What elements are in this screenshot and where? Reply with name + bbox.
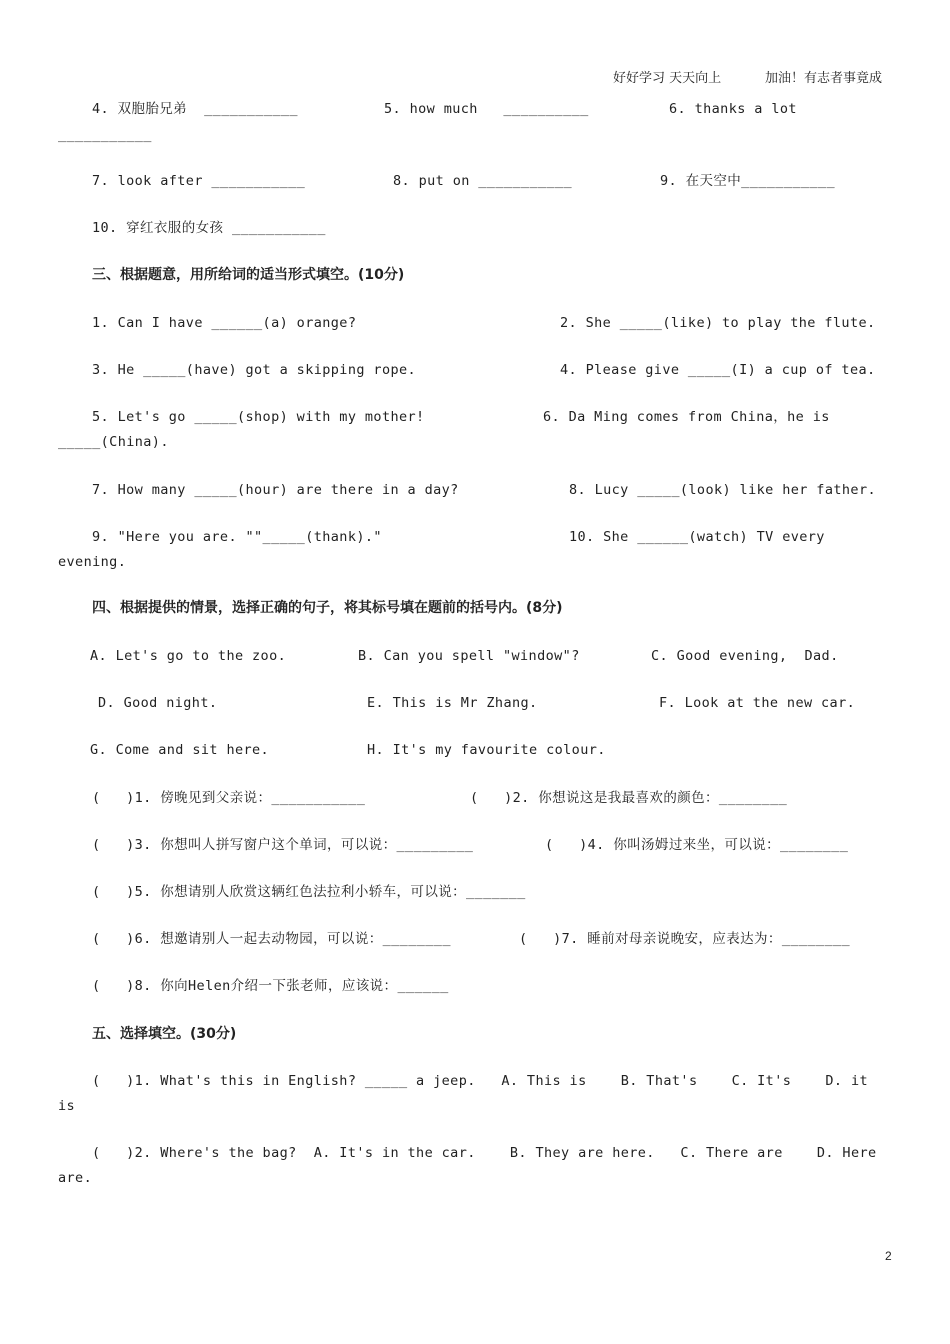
- s4-option-g: G. Come and sit here.: [90, 742, 270, 758]
- s4-option-f: F. Look at the new car.: [659, 695, 856, 711]
- s4-option-c: C. Good evening, Dad.: [651, 648, 839, 664]
- s4-q8: ( )8. 你向Helen介绍一下张老师，应该说：______: [92, 978, 449, 994]
- phrase-4: 4. 双胞胎兄弟 ___________: [92, 101, 298, 117]
- s3-q3: 3. He _____(have) got a skipping rope.: [92, 362, 417, 378]
- phrase-10: 10. 穿红衣服的女孩 ___________: [92, 220, 326, 236]
- phrase-6: 6. thanks a lot: [669, 101, 797, 117]
- s3-q4: 4. Please give _____(I) a cup of tea.: [560, 362, 876, 378]
- s3-q9: 9. "Here you are. ""_____(thank).": [92, 529, 382, 545]
- s4-q1: ( )1. 傍晚见到父亲说：___________: [92, 790, 366, 806]
- s3-q2: 2. She _____(like) to play the flute.: [560, 315, 876, 331]
- s3-q10: 10. She ______(watch) TV every: [569, 529, 825, 545]
- s5-q1: ( )1. What's this in English? _____ a jeep. A. This is B. That's C. It's D. it: [92, 1073, 869, 1089]
- s3-q5: 5. Let's go _____(shop) with my mother!: [92, 409, 425, 425]
- s4-q7: ( )7. 睡前对母亲说晚安，应表达为：________: [519, 931, 851, 947]
- s3-q10-wrap: evening.: [58, 554, 127, 570]
- s4-option-e: E. This is Mr Zhang.: [367, 695, 538, 711]
- s4-option-h: H. It's my favourite colour.: [367, 742, 606, 758]
- s4-option-b: B. Can you spell "window"?: [358, 648, 580, 664]
- s5-q2: ( )2. Where's the bag? A. It's in the car. B. They are here. C. There are D. Here: [92, 1145, 877, 1161]
- s4-option-d: D. Good night.: [98, 695, 218, 711]
- s5-q1-wrap: is: [58, 1098, 76, 1114]
- s3-q8: 8. Lucy _____(look) like her father.: [569, 482, 876, 498]
- s5-q2-wrap: are.: [58, 1170, 93, 1186]
- section-3-title: 三、根据题意，用所给词的适当形式填空。(10分): [92, 267, 405, 283]
- s3-q6-wrap: _____(China).: [58, 434, 169, 450]
- phrase-5: 5. how much __________: [384, 101, 589, 117]
- s4-q4: ( )4. 你叫汤姆过来坐，可以说：________: [545, 837, 849, 853]
- s3-q6: 6. Da Ming comes from China，he is: [543, 409, 830, 425]
- phrase-6-blank: ___________: [58, 127, 152, 143]
- s4-q6: ( )6. 想邀请别人一起去动物园，可以说：________: [92, 931, 451, 947]
- header-motto-left: 好好学习 天天向上: [613, 71, 722, 86]
- phrase-8: 8. put on ___________: [393, 173, 573, 189]
- page-number: 2: [885, 1249, 892, 1263]
- s4-q3: ( )3. 你想叫人拼写窗户这个单词，可以说：_________: [92, 837, 474, 853]
- s3-q1: 1. Can I have ______(a) orange?: [92, 315, 357, 331]
- s4-q2: ( )2. 你想说这是我最喜欢的颜色：________: [470, 790, 788, 806]
- s3-q7: 7. How many _____(hour) are there in a day?: [92, 482, 459, 498]
- s4-option-a: A. Let's go to the zoo.: [90, 648, 287, 664]
- header-motto-right: 加油！有志者事竟成: [765, 71, 883, 86]
- phrase-7: 7. look after ___________: [92, 173, 306, 189]
- phrase-9: 9. 在天空中___________: [660, 173, 835, 189]
- section-5-title: 五、选择填空。(30分): [92, 1026, 237, 1042]
- s4-q5: ( )5. 你想请别人欣赏这辆红色法拉利小轿车，可以说：_______: [92, 884, 526, 900]
- section-4-title: 四、根据提供的情景，选择正确的句子，将其标号填在题前的括号内。(8分): [92, 600, 563, 616]
